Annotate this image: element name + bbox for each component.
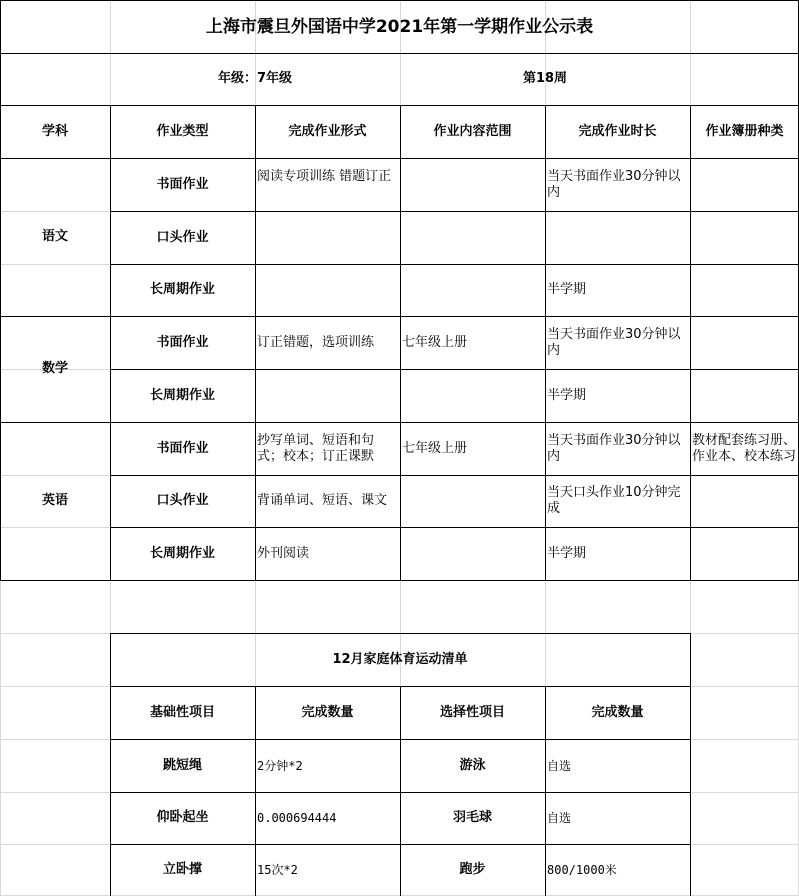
chinese-row1-time: 当天书面作业30分钟以内 xyxy=(547,169,681,200)
pe-row2-optional: 羽毛球 xyxy=(452,810,492,825)
english-row1-type: 书面作业 xyxy=(156,440,209,456)
pe-row3-basic: 立卧撑 xyxy=(162,862,202,877)
pe-title: 12月家庭体育运动清单 xyxy=(332,651,468,667)
pe-row2-basic-qty: 0.000694444 xyxy=(257,811,337,825)
pe-row2-basic: 仰卧起坐 xyxy=(156,810,209,825)
english-row2-type: 口头作业 xyxy=(156,493,209,508)
header-book-type: 作业簿册种类 xyxy=(705,123,784,139)
pe-row1-optional: 游泳 xyxy=(459,757,486,773)
math-row1-time: 当天书面作业30分钟以内 xyxy=(547,326,681,358)
english-row1-book: 教材配套练习册、作业本、校本练习 xyxy=(692,432,797,464)
pe-header-basic: 基础性项目 xyxy=(149,704,215,720)
math-row1-type: 书面作业 xyxy=(156,334,209,350)
pe-row1-basic: 跳短绳 xyxy=(162,757,202,773)
pe-header-optional-qty: 完成数量 xyxy=(591,704,644,720)
english-row3-time: 半学期 xyxy=(547,545,587,561)
pe-row2-optional-qty: 自选 xyxy=(547,811,572,825)
math-row2-type: 长周期作业 xyxy=(149,387,215,403)
english-row1-form: 抄写单词、短语和句式；校本；订正课默 xyxy=(257,432,375,464)
chinese-row1-type: 书面作业 xyxy=(156,176,209,192)
pe-row3-basic-qty: 15次*2 xyxy=(257,863,298,877)
english-row3-form: 外刊阅读 xyxy=(257,545,310,561)
english-row2-form: 背诵单词、短语、课文 xyxy=(257,493,388,508)
subject-chinese: 语文 xyxy=(41,229,68,244)
header-subject: 学科 xyxy=(41,123,68,139)
chinese-row2-type: 口头作业 xyxy=(156,229,209,245)
pe-row3-optional-qty: 800/1000米 xyxy=(547,863,617,877)
english-row1-time: 当天书面作业30分钟以内 xyxy=(547,432,681,464)
chinese-row3-time: 半学期 xyxy=(547,282,587,297)
subject-math: 数学 xyxy=(41,361,68,376)
border-v xyxy=(690,633,691,896)
math-row1-form: 订正错题，选项训练 xyxy=(257,334,375,350)
border-v xyxy=(690,105,691,581)
pe-row3-optional: 跑步 xyxy=(459,862,486,877)
math-row2-time: 半学期 xyxy=(547,387,587,403)
page-title: 上海市震旦外国语中学2021年第一学期作业公示表 xyxy=(205,16,594,37)
pe-header-basic-qty: 完成数量 xyxy=(301,704,354,720)
subject-english: 英语 xyxy=(41,493,68,508)
pe-row1-basic-qty: 2分钟*2 xyxy=(257,758,303,773)
pe-row1-optional-qty: 自选 xyxy=(547,758,572,773)
chinese-row1-form: 阅读专项训练 错题订正 xyxy=(257,169,392,184)
english-row1-scope: 七年级上册 xyxy=(402,440,468,456)
week-label: 第18周 xyxy=(522,71,568,86)
header-completion-time: 完成作业时长 xyxy=(578,123,657,139)
english-row2-time: 当天口头作业10分钟完成 xyxy=(547,485,681,516)
header-content-scope: 作业内容范围 xyxy=(433,123,512,139)
chinese-row3-type: 长周期作业 xyxy=(149,282,215,297)
grade-label: 年级：7年级 xyxy=(217,71,293,86)
pe-header-optional: 选择性项目 xyxy=(439,704,505,720)
math-row1-scope: 七年级上册 xyxy=(402,334,468,350)
header-homework-type: 作业类型 xyxy=(156,123,209,139)
header-completion-form: 完成作业形式 xyxy=(288,123,367,139)
english-row3-type: 长周期作业 xyxy=(149,545,215,561)
border-h xyxy=(0,580,799,581)
